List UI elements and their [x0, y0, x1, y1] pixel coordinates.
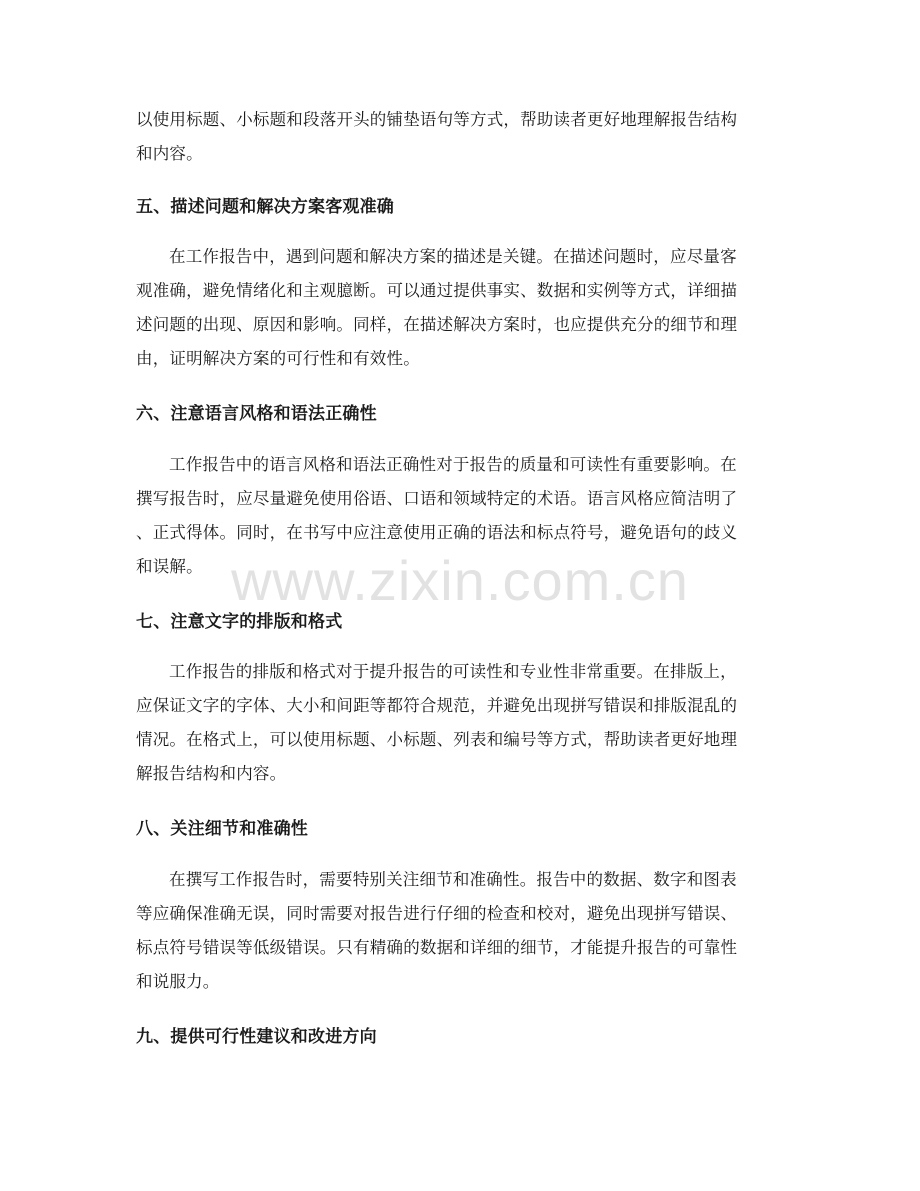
paragraph-line: 由，证明解决方案的可行性和有效性。: [136, 349, 420, 368]
section-heading-7: 七、注意文字的排版和格式: [136, 612, 343, 632]
section-paragraph-8: [136, 863, 786, 999]
paragraph-line: 解报告结构和内容。: [136, 764, 287, 783]
paragraph-line: 在工作报告中，遇到问题和解决方案的描述是关键。在描述问题时，应尽量客: [169, 247, 737, 266]
paragraph-line: 等应确保准确无误，同时需要对报告进行仔细的检查和校对，避免出现拼写错误、: [136, 904, 738, 923]
paragraph-line: 撰写报告时，应尽量避免使用俗语、口语和领域特定的术语。语言风格应简洁明了: [136, 489, 738, 508]
paragraph-line: 述问题的出现、原因和影响。同样，在描述解决方案时，也应提供充分的细节和理: [136, 315, 738, 334]
section-heading-8: 八、关注细节和准确性: [136, 819, 308, 839]
paragraph-line: 应保证文字的字体、大小和间距等都符合规范，并避免出现拼写错误和排版混乱的: [136, 696, 738, 715]
paragraph-line: 标点符号错误等低级错误。只有精确的数据和详细的细节，才能提升报告的可靠性: [136, 938, 738, 957]
paragraph-line: 在撰写工作报告时，需要特别关注细节和准确性。报告中的数据、数字和图表: [169, 870, 737, 889]
paragraph-line: 、正式得体。同时，在书写中应注意使用正确的语法和标点符号，避免语句的歧义: [136, 523, 738, 542]
section-heading-9: 九、提供可行性建议和改进方向: [136, 1027, 377, 1047]
watermark: www.zixin.com.cn: [231, 549, 689, 612]
paragraph-line: 和说服力。: [136, 972, 220, 991]
paragraph-line: 情况。在格式上，可以使用标题、小标题、列表和编号等方式，帮助读者更好地理: [136, 730, 738, 749]
section-paragraph-7: [136, 655, 786, 791]
section-heading-6: 六、注意语言风格和语法正确性: [136, 404, 377, 424]
paragraph-line: 工作报告中的语言风格和语法正确性对于报告的质量和可读性有重要影响。在: [169, 455, 737, 474]
paragraph-line: 和内容。: [136, 144, 203, 163]
section-heading-5: 五、描述问题和解决方案客观准确: [136, 197, 394, 217]
paragraph-line: 以使用标题、小标题和段落开头的铺垫语句等方式，帮助读者更好地理解报告结构: [136, 110, 738, 129]
intro-paragraph: [136, 103, 786, 171]
paragraph-line: 观准确，避免情绪化和主观臆断。可以通过提供事实、数据和实例等方式，详细描: [136, 281, 738, 300]
paragraph-line: 工作报告的排版和格式对于提升报告的可读性和专业性非常重要。在排版上，: [169, 662, 737, 681]
section-paragraph-6: [136, 448, 786, 584]
paragraph-line: 和误解。: [136, 557, 203, 576]
section-paragraph-5: [136, 240, 786, 376]
